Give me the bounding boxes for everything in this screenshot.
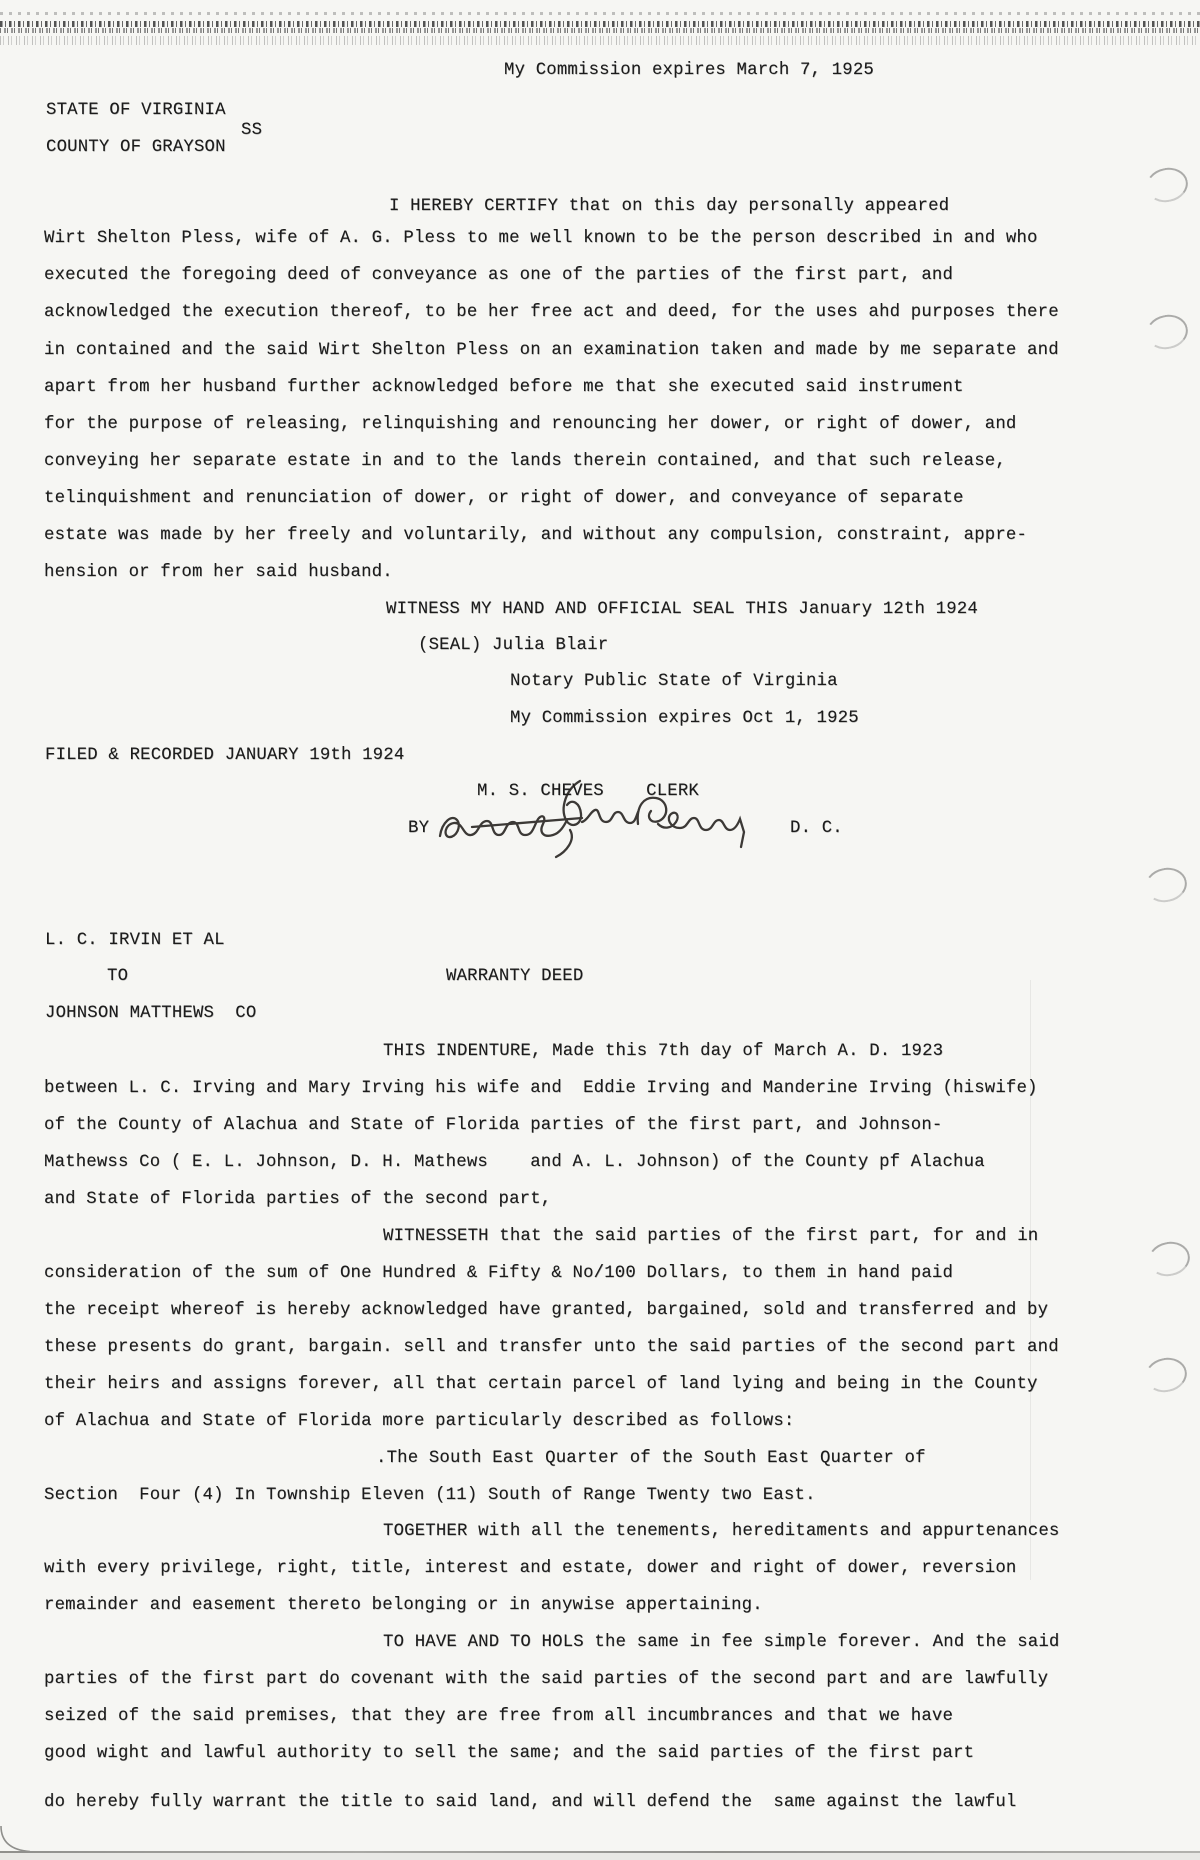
document-line: JOHNSON MATTHEWS CO	[45, 1004, 257, 1023]
document-line: Mathewss Co ( E. L. Johnson, D. H. Mathews and A. L. Johnson) of the County pf Alachua	[44, 1153, 985, 1172]
document-line: with every privilege, right, title, interest and estate, dower and right of dower, reversion	[44, 1559, 1017, 1578]
document-line: TOGETHER with all the tenements, hereditaments and appurtenances	[383, 1522, 1060, 1541]
document-line: SS	[241, 121, 263, 140]
document-line: their heirs and assigns forever, all that certain parcel of land lying and being in the County	[44, 1375, 1038, 1394]
document-line: FILED & RECORDED JANUARY 19th 1924	[45, 746, 405, 765]
document-line: D. C.	[790, 819, 843, 838]
document-line: .The South East Quarter of the South East Quarter of	[376, 1449, 926, 1468]
document-line: between L. C. Irving and Mary Irving his wife and Eddie Irving and Manderine Irving (hiswife)	[44, 1079, 1038, 1098]
document-line: consideration of the sum of One Hundred & Fifty & No/100 Dollars, to them in hand paid	[44, 1264, 954, 1283]
binder-ring-mark	[1143, 311, 1191, 353]
document-line: THIS INDENTURE, Made this 7th day of March A. D. 1923	[383, 1042, 944, 1061]
document-line: and State of Florida parties of the second part,	[44, 1190, 552, 1209]
document-line: seized of the said premises, that they are free from all incumbrances and that we have	[44, 1707, 954, 1726]
document-line: the receipt whereof is hereby acknowledged have granted, bargained, sold and transferred and by	[44, 1301, 1049, 1320]
binder-ring-mark	[1145, 1238, 1193, 1280]
document-line: good wight and lawful authority to sell the same; and the said parties of the first part	[44, 1744, 975, 1763]
document-line: Section Four (4) In Township Eleven (11) South of Range Twenty two East.	[44, 1486, 816, 1505]
document-line: apart from her husband further acknowledged before me that she executed said instrument	[44, 378, 964, 397]
document-line: Wirt Shelton Pless, wife of A. G. Pless to me well known to be the person described in and who	[44, 229, 1038, 248]
document-line: WARRANTY DEED	[446, 967, 584, 986]
scan-noise-band	[0, 21, 1200, 27]
document-line: My Commission expires March 7, 1925	[504, 61, 874, 80]
document-line: L. C. IRVIN ET AL	[45, 931, 225, 950]
document-line: COUNTY OF GRAYSON	[46, 138, 226, 157]
document-line: do hereby fully warrant the title to said land, and will defend the same against the lawful	[44, 1793, 1017, 1812]
document-line: I HEREBY CERTIFY that on this day personally appeared	[389, 197, 950, 216]
page-edge-shadow	[0, 1853, 1200, 1860]
scan-noise-band	[0, 28, 1200, 33]
scan-crease-line	[1030, 980, 1031, 1580]
scan-noise-band	[0, 36, 1200, 45]
document-line: parties of the first part do covenant with the said parties of the second part and are lawfully	[44, 1670, 1049, 1689]
document-line: telinquishment and renunciation of dower, or right of dower, and conveyance of separate	[44, 489, 964, 508]
document-line: of the County of Alachua and State of Florida parties of the first part, and Johnson-	[44, 1116, 943, 1135]
document-line: for the purpose of releasing, relinquishing and renouncing her dower, or right of dower, and	[44, 415, 1017, 434]
document-line: WITNESSETH that the said parties of the first part, for and in	[383, 1227, 1039, 1246]
document-line: Notary Public State of Virginia	[510, 672, 838, 691]
document-line: TO	[107, 967, 129, 986]
binder-ring-mark	[1142, 1354, 1190, 1396]
document-line: conveying her separate estate in and to the lands therein contained, and that such release,	[44, 452, 1006, 471]
binder-ring-mark	[1143, 164, 1191, 206]
scan-noise-band	[0, 12, 1200, 15]
document-line: STATE OF VIRGINIA	[46, 101, 226, 120]
binder-ring-mark	[1142, 864, 1190, 906]
document-line: estate was made by her freely and voluntarily, and without any compulsion, constraint, appre-	[44, 526, 1028, 545]
document-line: BY	[408, 819, 430, 838]
document-line: of Alachua and State of Florida more particularly described as follows:	[44, 1412, 795, 1431]
document-line: executed the foregoing deed of conveyance as one of the parties of the first part, and	[44, 266, 954, 285]
document-line: in contained and the said Wirt Shelton Pless on an examination taken and made by me separate and	[44, 341, 1059, 360]
document-line: My Commission expires Oct 1, 1925	[510, 709, 859, 728]
document-line: these presents do grant, bargain. sell and transfer unto the said parties of the second part and	[44, 1338, 1059, 1357]
document-line: hension or from her said husband.	[44, 563, 393, 582]
document-line: M. S. CHEVES CLERK	[477, 782, 699, 801]
document-line: acknowledged the execution thereof, to be her free act and deed, for the uses ahd purposes there	[44, 303, 1059, 322]
document-line: TO HAVE AND TO HOLS the same in fee simple forever. And the said	[383, 1633, 1060, 1652]
document-line: remainder and easement thereto belonging or in anywise appertaining.	[44, 1596, 763, 1615]
document-line: WITNESS MY HAND AND OFFICIAL SEAL THIS January 12th 1924	[386, 600, 978, 619]
document-line: (SEAL) Julia Blair	[418, 636, 609, 655]
